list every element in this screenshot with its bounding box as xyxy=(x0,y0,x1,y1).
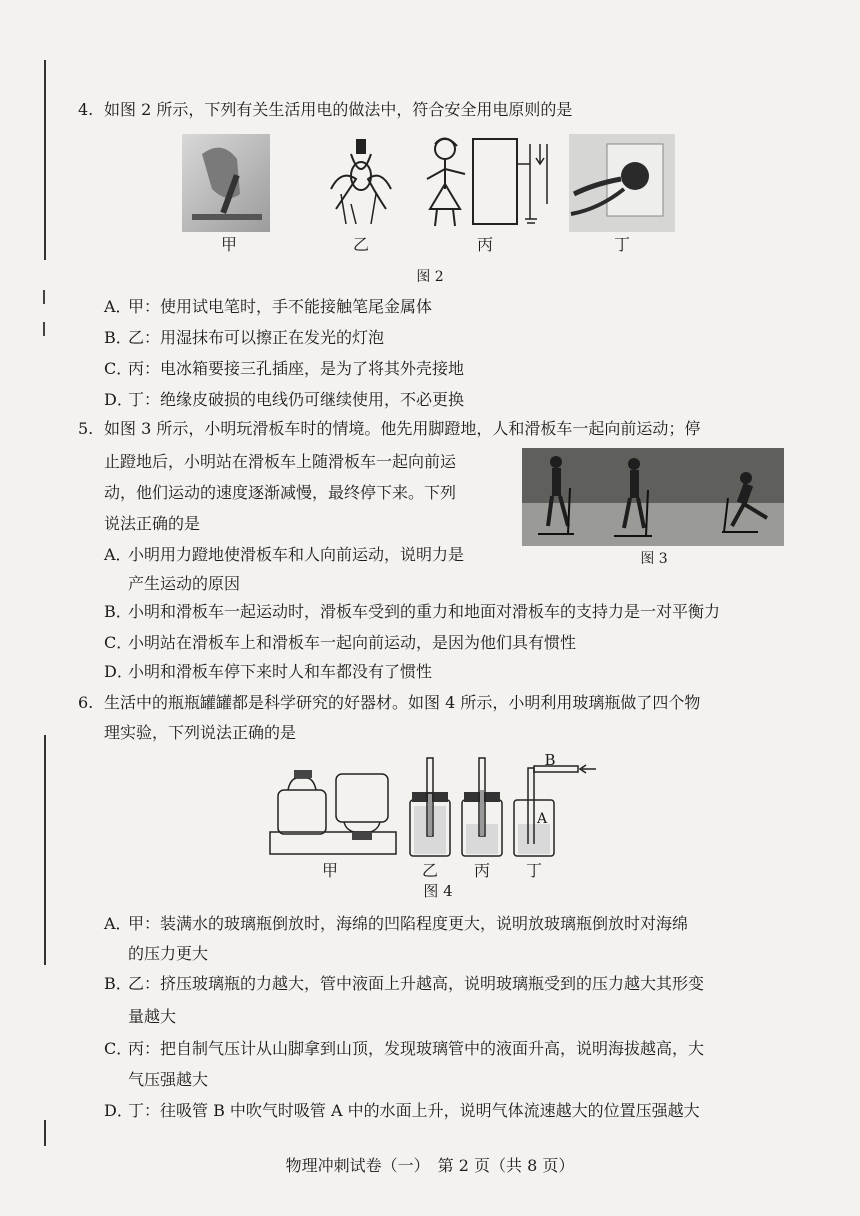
option-text: 丁：往吸管 B 中吹气时吸管 A 中的水面上升，说明气体流速越大的位置压强越大 xyxy=(128,1101,700,1120)
option-label: B． xyxy=(104,328,132,347)
fig4-tube-label-a: A xyxy=(536,811,548,827)
q5-stem-line-1: 如图 3 所示，小明玩滑板车时的情境。他先用脚蹬地，人和滑板车一起向前运动；停 xyxy=(104,419,701,438)
option-text: 丙：把自制气压计从山脚拿到山顶，发现玻璃管中的液面升高，说明海拔越高，大 xyxy=(128,1039,705,1058)
q5-stem-line-3: 动，他们运动的速度逐渐减慢，最终停下来。下列 xyxy=(104,483,457,502)
fig4-caption: 图 4 xyxy=(423,882,453,900)
option-text: 丙：电冰箱要接三孔插座，是为了将其外壳接地 xyxy=(128,359,465,378)
q6-option-c-cont: 气压强越大 xyxy=(128,1070,209,1089)
option-text: 小明站在滑板车上和滑板车一起向前运动，是因为他们具有惯性 xyxy=(128,633,577,652)
q6-option-a xyxy=(104,913,688,935)
q6-option-b xyxy=(104,973,704,995)
q6-option-d xyxy=(104,1100,700,1122)
q5-option-d xyxy=(104,661,432,683)
option-label: A． xyxy=(104,914,132,933)
option-text: 小明用力蹬地使滑板车和人向前运动，说明力是 xyxy=(128,545,465,564)
option-label: A． xyxy=(104,297,132,316)
margin-line xyxy=(44,60,46,260)
margin-line xyxy=(44,1120,46,1146)
q4-option-b xyxy=(104,327,384,349)
fig4-label-bing: 丙 xyxy=(473,861,490,880)
option-label: C． xyxy=(104,359,133,378)
q5-option-a-cont: 产生运动的原因 xyxy=(128,574,241,593)
option-label: C． xyxy=(104,633,133,652)
option-text: 丁：绝缘皮破损的电线仍可继续使用，不必更换 xyxy=(128,390,465,409)
q6-number: 6. xyxy=(78,693,94,712)
q4-stem: 如图 2 所示，下列有关生活用电的做法中，符合安全用电原则的是 xyxy=(104,100,573,119)
fig3-drawing xyxy=(522,448,784,546)
fig4-tube-label-b: B xyxy=(544,751,556,769)
q4-option-d xyxy=(104,389,464,411)
q5-option-a xyxy=(104,544,464,566)
option-text: 乙：用湿抹布可以擦正在发光的灯泡 xyxy=(128,328,385,347)
q6-option-b-cont: 量越大 xyxy=(128,1007,177,1026)
q5-stem-line-4: 说法正确的是 xyxy=(104,514,201,533)
fig2-label-bing: 丙 xyxy=(476,235,493,254)
fig2-label-jia: 甲 xyxy=(220,235,237,254)
fig2-jia-photo xyxy=(182,134,270,232)
margin-mark xyxy=(43,322,45,336)
q6-option-c xyxy=(104,1038,704,1060)
fig3-photo xyxy=(522,448,784,546)
fig2-jia-drawing xyxy=(182,134,270,232)
fig2-ding-photo xyxy=(569,134,675,232)
fig2-bing-drawing xyxy=(415,134,555,232)
q6-option-a-cont: 的压力更大 xyxy=(128,944,209,963)
q4-option-c xyxy=(104,358,464,380)
option-text: 甲：装满水的玻璃瓶倒放时，海绵的凹陷程度更大，说明放玻璃瓶倒放时对海绵 xyxy=(128,914,689,933)
margin-mark xyxy=(43,290,45,304)
option-label: B． xyxy=(104,602,132,621)
fig2-ding-drawing xyxy=(569,134,675,232)
fig4-label-yi: 乙 xyxy=(421,861,438,880)
q4-option-a xyxy=(104,296,432,318)
q6-stem-line-1: 生活中的瓶瓶罐罐都是科学研究的好器材。如图 4 所示，小明利用玻璃瓶做了四个物 xyxy=(104,693,701,712)
fig3-caption: 图 3 xyxy=(640,551,668,567)
option-label: C． xyxy=(104,1039,133,1058)
fig2-label-ding: 丁 xyxy=(613,235,630,254)
option-label: A． xyxy=(104,545,132,564)
option-text: 乙：挤压玻璃瓶的力越大，管中液面上升越高，说明玻璃瓶受到的压力越大其形变 xyxy=(128,974,705,993)
q4-number: 4. xyxy=(78,100,94,119)
option-label: B． xyxy=(104,974,132,993)
fig2-yi-drawing xyxy=(316,134,406,232)
page-footer: 物理冲刺试卷（一） 第 2 页（共 8 页） xyxy=(285,1156,575,1175)
q6-stem-line-2: 理实验，下列说法正确的是 xyxy=(104,723,297,742)
q5-number: 5. xyxy=(78,419,94,438)
q5-option-b xyxy=(104,601,720,623)
fig4-label-jia: 甲 xyxy=(321,861,338,880)
q5-stem-line-2: 止蹬地后，小明站在滑板车上随滑板车一起向前运 xyxy=(104,452,457,471)
fig4-label-ding: 丁 xyxy=(525,861,542,880)
option-text: 小明和滑板车一起运动时，滑板车受到的重力和地面对滑板车的支持力是一对平衡力 xyxy=(128,602,721,621)
option-label: D． xyxy=(104,662,133,681)
fig2-label-yi: 乙 xyxy=(352,235,369,254)
option-label: D． xyxy=(104,390,133,409)
margin-line xyxy=(44,735,46,965)
option-text: 甲：使用试电笔时，手不能接触笔尾金属体 xyxy=(128,297,433,316)
option-text: 小明和滑板车停下来时人和车都没有了惯性 xyxy=(128,662,433,681)
option-label: D． xyxy=(104,1101,133,1120)
fig2-caption: 图 2 xyxy=(416,269,444,285)
q5-option-c xyxy=(104,632,576,654)
